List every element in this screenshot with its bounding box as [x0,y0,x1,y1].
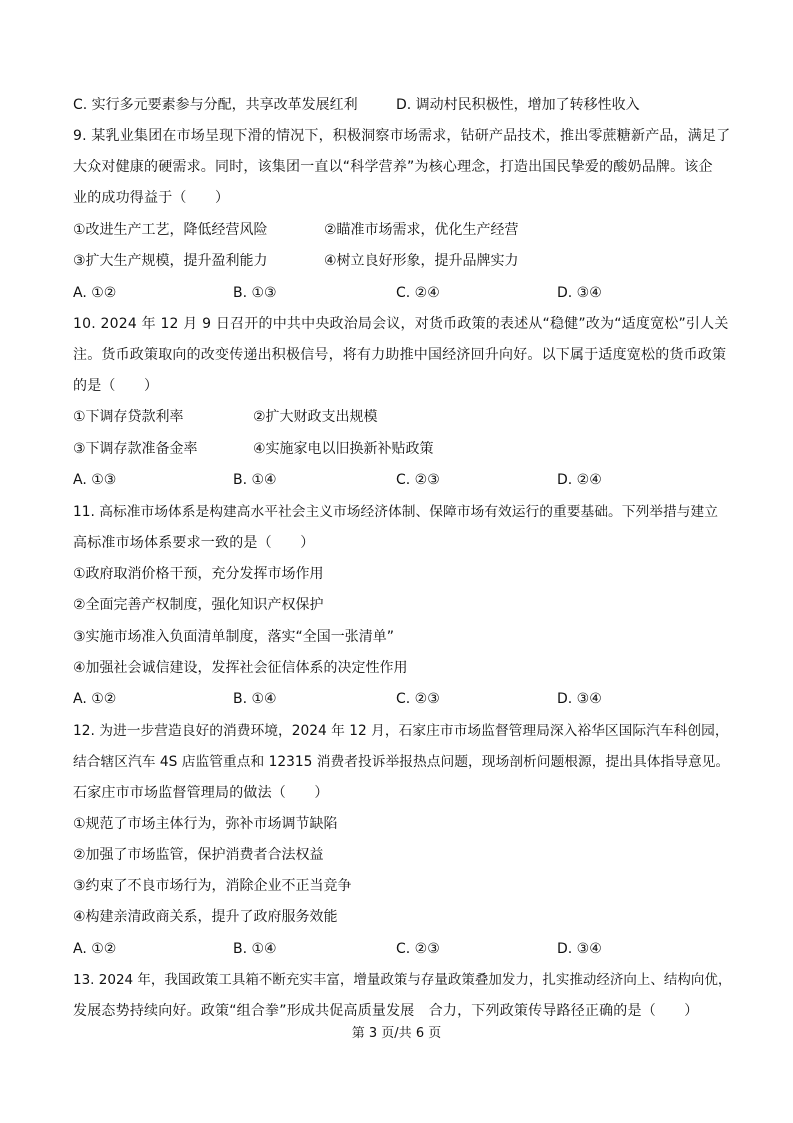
q9-answer-a: A. ①② [73,285,117,301]
q9-answer-b: B. ①③ [233,285,277,301]
q9-answer-c: C. ②④ [396,285,440,301]
q11-item-2: ②全面完善产权制度，强化知识产权保护 [73,597,324,613]
q11-answer-b: B. ①④ [233,691,277,707]
q12-answer-c: C. ②③ [396,941,440,957]
q9-stem-line-2: 大众对健康的硬需求。同时，该集团一直以“科学营养”为核心理念，打造出国民挚爱的酸奶品牌。该企 [73,159,713,175]
q10-answer-a: A. ①③ [73,472,117,488]
q9-item-3: ③扩大生产规模，提升盈利能力 [73,253,268,269]
q10-stem-line-3: 的是（ ） [73,378,159,394]
q10-answer-d: D. ②④ [557,472,602,488]
q11-stem-line-2: 高标准市场体系要求一致的是（ ） [73,535,315,551]
q10-stem-line-2: 注。货币政策取向的改变传递出积极信号，将有力助推中国经济回升向好。以下属于适度宽松的货币政策 [73,347,727,363]
q8-option-d: D. 调动村民积极性，增加了转移性收入 [396,97,640,113]
q9-item-2: ②瞄准市场需求，优化生产经营 [324,222,519,238]
q8-option-c: C. 实行多元要素参与分配，共享改革发展红利 [73,97,358,113]
q11-item-4: ④加强社会诚信建设，发挥社会征信体系的决定性作用 [73,660,408,676]
q9-item-4: ④树立良好形象，提升品牌实力 [324,253,519,269]
q12-stem-line-3: 石家庄市市场监督管理局的做法（ ） [73,785,329,801]
q12-answer-b: B. ①④ [233,941,277,957]
q10-item-2: ②扩大财政支出规模 [253,409,378,425]
q12-answer-a: A. ①② [73,941,117,957]
q10-item-1: ①下调存贷款利率 [73,409,184,425]
q12-stem-line-1: 12. 为进一步营造良好的消费环境，2024 年 12 月，石家庄市市场监督管理局深入裕华区国际汽车科创园， [73,723,729,739]
q11-item-3: ③实施市场准入负面清单制度，落实“全国一张清单” [73,629,395,645]
q9-answer-d: D. ③④ [557,285,602,301]
q12-item-2: ②加强了市场监管，保护消费者合法权益 [73,847,324,863]
q11-answer-d: D. ③④ [557,691,602,707]
q12-answer-d: D. ③④ [557,941,602,957]
q10-item-3: ③下调存款准备金率 [73,441,198,457]
q10-answer-c: C. ②③ [396,472,440,488]
q13-stem-line-2: 发展态势持续向好。政策“组合拳”形成共促高质量发展 合力，下列政策传导路径正确的是（ ） [73,1003,699,1019]
q13-stem-line-1: 13. 2024 年，我国政策工具箱不断充实丰富，增量政策与存量政策叠加发力，扎实推动经济向上、结构向优， [73,972,732,988]
q9-stem-line-3: 业的成功得益于（ ） [73,190,230,206]
q11-answer-a: A. ①② [73,691,117,707]
q10-answer-b: B. ①④ [233,472,277,488]
q11-answer-c: C. ②③ [396,691,440,707]
q10-item-4: ④实施家电以旧换新补贴政策 [253,441,434,457]
q12-item-3: ③约束了不良市场行为，消除企业不正当竞争 [73,878,352,894]
q9-item-1: ①改进生产工艺，降低经营风险 [73,222,268,238]
q12-item-1: ①规范了市场主体行为，弥补市场调节缺陷 [73,816,338,832]
q10-stem-line-1: 10. 2024 年 12 月 9 日召开的中共中央政治局会议，对货币政策的表述从“稳健”改为“适度宽松”引人关 [73,316,729,332]
q12-stem-line-2: 结合辖区汽车 4S 店监管重点和 12315 消费者投诉举报热点问题，现场剖析问题根源，提出具体指导意见。 [73,754,730,770]
q9-stem-line-1: 9. 某乳业集团在市场呈现下滑的情况下，积极洞察市场需求，钻研产品技术，推出零蔗糖新产品，满足了 [73,128,731,144]
q12-item-4: ④构建亲清政商关系，提升了政府服务效能 [73,909,338,925]
q11-item-1: ①政府取消价格干预，充分发挥市场作用 [73,566,324,582]
q11-stem-line-1: 11. 高标准市场体系是构建高水平社会主义市场经济体制、保障市场有效运行的重要基础。下列举措与建立 [73,504,718,520]
page-number-footer: 第 3 页/共 6 页 [351,1026,442,1041]
